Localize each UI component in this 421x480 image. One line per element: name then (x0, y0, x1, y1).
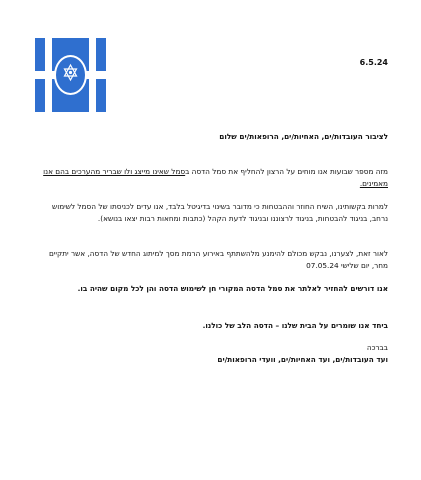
logo-emblem (54, 55, 87, 95)
closing: בברכה (366, 343, 388, 352)
hadassah-logo (35, 38, 106, 112)
slogan: ביחד אנו שומרים על הבית שלנו – הדסה הלב של כולנו. (202, 321, 388, 330)
star-of-david-icon (56, 57, 85, 93)
paragraph-4-demand: אנו דורשים להחזיר לאלתר את סמל הדסה המקורי חן לשימוש הדסה והן לכל מקום שהיה בו. (77, 284, 388, 293)
paragraph-3: לאור זאת, לצערנו, נבקש מכולם להימנע מלהשתתף באירוע הרמת מסך למיתוג החדש של הדסה, אשר יתקיים מחר, יום שלישי 07.05.24 (48, 249, 388, 270)
paragraph-1-start: מזה מספר שבועות אנו מוחים על הרצון להחליף את סמל הדסה ב (185, 167, 388, 176)
greeting: לציבור העובדות/ים, האחיות/ים, הרופאות/ים שלום (219, 132, 388, 141)
paragraph-1 (35, 166, 388, 189)
paragraph-2: למרות בקשותינו, השיח החוזר וההבטחות כי מדובר בשינוי בדיגיטל בלבד, אנו עדים לכניסתו של הסמל לשימוש נרחב, בניגוד להבטחות, בניגוד לרצוננו ובניגוד לדעת הקהל (כתבות ומחאות רבות יצאו בנושא). (52, 202, 388, 223)
paragraph-1-underlined: סמל שאינו מייצג ולו שבריר מהערכים בהם אנו מאמינים. (43, 167, 388, 188)
document-date: 6.5.24 (359, 58, 388, 67)
signature: ועד העובדות/ים, ועד האחיות/ים, וועדי הרופאות/ים (217, 355, 388, 364)
